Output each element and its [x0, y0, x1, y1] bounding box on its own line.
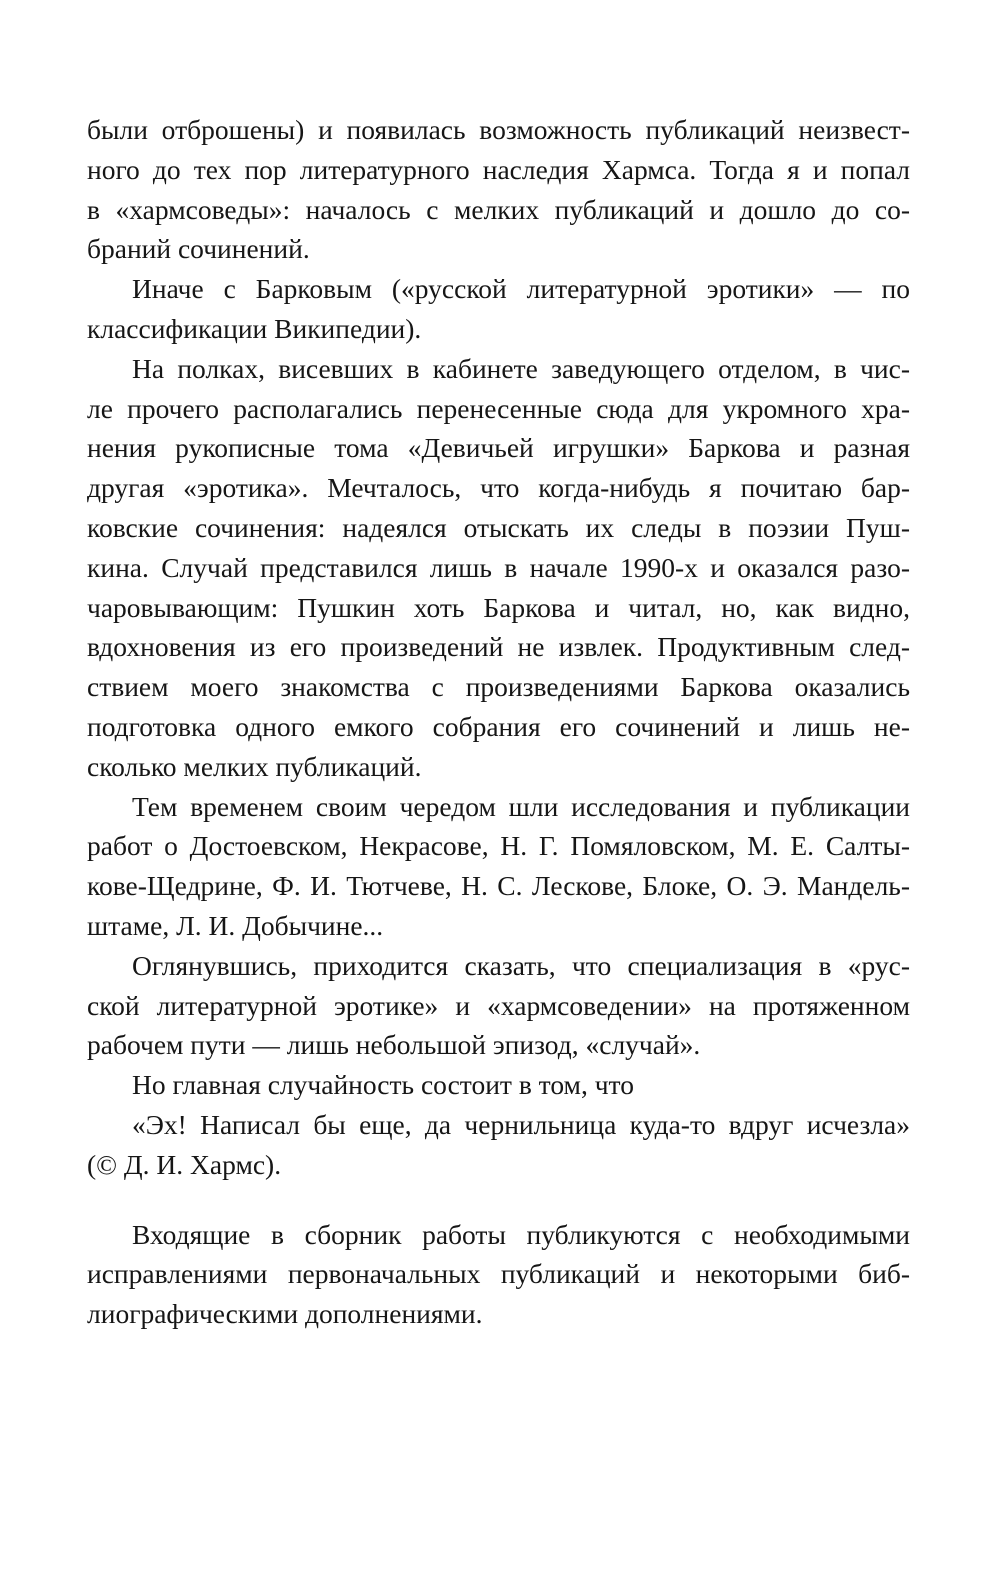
text-line: в «хармсоведы»: началось с мелких публикаций и дошло до со-	[87, 193, 910, 225]
text-line: ле прочего располагались перенесенные сюда для укромного хра-	[87, 392, 910, 424]
text-line: Тем временем своим чередом шли исследования и публикации	[132, 790, 910, 822]
text-line: кове-Щедрине, Ф. И. Тютчеве, Н. С. Лескове, Блоке, О. Э. Мандель-	[87, 870, 910, 902]
text-line: «Эх! Написал бы еще, да чернильница куда-то вдруг исчезла»	[132, 1108, 910, 1140]
text-line: сколько мелких публикаций.	[87, 750, 422, 782]
text-line: Иначе с Барковым («русской литературной эротики» — по	[132, 273, 910, 305]
text-line: были отброшены) и появилась возможность публикаций неизвест-	[87, 114, 910, 145]
text-line: ской литературной эротике» и «хармсоведении» на протяженном	[87, 989, 910, 1021]
text-line: работ о Достоевском, Некрасове, Н. Г. Помяловском, М. Е. Салты-	[87, 830, 910, 862]
text-line: Оглянувшись, приходится сказать, что специализация в «рус-	[132, 949, 910, 981]
text-line: штаме, Л. И. Добычине...	[87, 909, 384, 941]
text-line: рабочем пути — лишь небольшой эпизод, «случай».	[87, 1029, 701, 1061]
paragraph	[87, 787, 910, 946]
text-line: На полках, висевших в кабинете заведующего отделом, в чис-	[132, 352, 910, 384]
text-line: Но главная случайность состоит в том, что	[132, 1069, 634, 1101]
text-line: вдохновения из его произведений не извлек. Продуктивным след-	[87, 631, 910, 663]
text-line: кина. Случай представился лишь в начале 1990-х и оказался разо-	[87, 551, 910, 583]
text-line: нения рукописные тома «Девичьей игрушки» Баркова и разная	[87, 432, 910, 464]
section-gap	[87, 1185, 910, 1215]
book-page	[87, 110, 910, 1334]
text-line: Входящие в сборник работы публикуются с необходимыми	[132, 1218, 910, 1250]
body-text	[87, 110, 910, 1185]
text-line: ствием моего знакомства с произведениями Баркова оказались	[87, 671, 910, 703]
paragraph	[87, 1215, 910, 1334]
text-line: лиографическими дополнениями.	[87, 1298, 483, 1330]
text-line: ного до тех пор литературного наследия Хармса. Тогда я и попал	[87, 153, 910, 185]
text-line: классификации Википедии).	[87, 312, 422, 344]
paragraph	[87, 110, 910, 269]
paragraph	[87, 269, 910, 349]
text-line: другая «эротика». Мечталось, что когда-нибудь я почитаю бар-	[87, 472, 910, 504]
paragraph	[87, 1105, 910, 1185]
paragraph	[87, 946, 910, 1065]
editorial-note	[87, 1215, 910, 1334]
paragraph	[87, 1065, 910, 1105]
text-line: исправлениями первоначальных публикаций и некоторыми биб-	[87, 1258, 910, 1290]
text-line: чаровывающим: Пушкин хоть Баркова и читал, но, как видно,	[87, 591, 910, 623]
paragraph	[87, 349, 910, 787]
text-line: ковские сочинения: надеялся отыскать их следы в поэзии Пуш-	[87, 511, 910, 543]
text-line: (© Д. И. Хармс).	[87, 1148, 282, 1180]
text-line: браний сочинений.	[87, 233, 310, 265]
text-line: подготовка одного емкого собрания его сочинений и лишь не-	[87, 710, 910, 742]
